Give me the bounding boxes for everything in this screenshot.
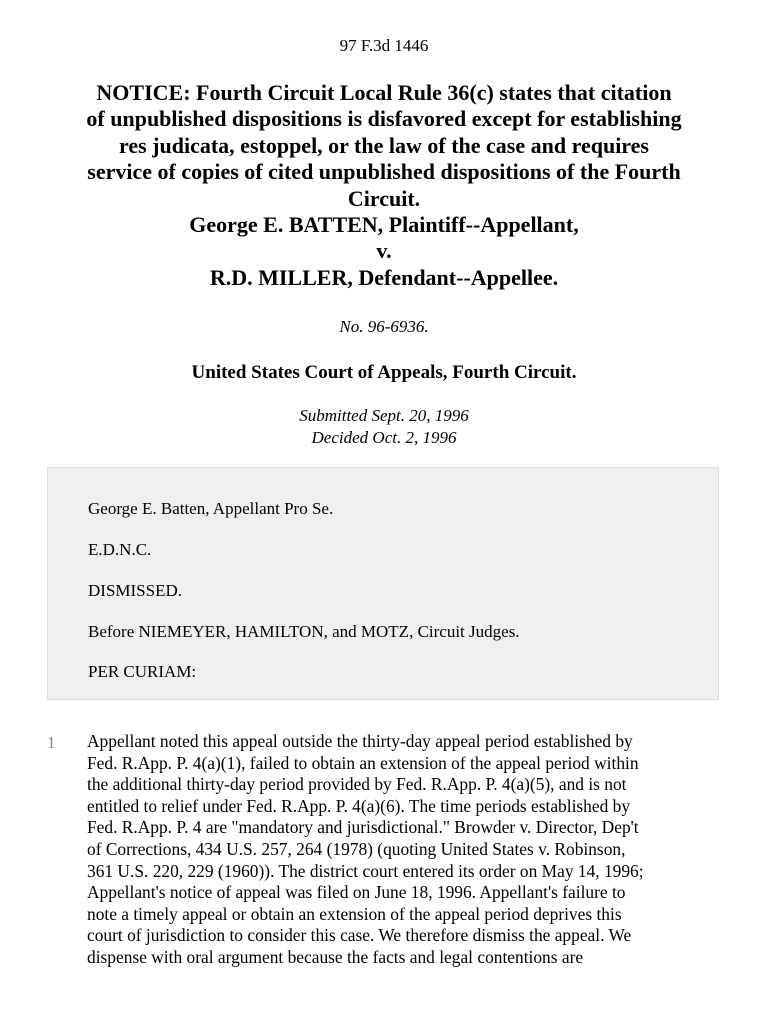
case-citation: 97 F.3d 1446 (339, 36, 429, 55)
notice-line: NOTICE: Fourth Circuit Local Rule 36(c) states that citation (96, 80, 672, 105)
disposition: DISMISSED. (88, 581, 182, 600)
court-name: United States Court of Appeals, Fourth Circuit. (191, 362, 577, 383)
opinion-line: Fed. R.App. P. 4(a)(1), failed to obtain an extension of the appeal period within (87, 752, 639, 773)
decided-date: Decided Oct. 2, 1996 (311, 428, 457, 447)
notice-line: of unpublished dispositions is disfavored except for establishing (86, 106, 682, 132)
opinion-line: Appellant noted this appeal outside the thirty-day appeal period established by (87, 731, 633, 751)
case-heading (40, 80, 728, 291)
opinion-paragraph (87, 731, 719, 969)
case-summary-box (47, 467, 719, 700)
opinion-line: court of jurisdiction to consider this case. We therefore dismiss the appeal. We (87, 925, 632, 946)
appellee-party: R.D. MILLER, Defendant--Appellee. (209, 264, 559, 290)
opinion-line: dispense with oral argument because the facts and legal contentions are (87, 946, 584, 967)
counsel-line: George E. Batten, Appellant Pro Se. (88, 499, 334, 518)
opinion-line: entitled to relief under Fed. R.App. P. 4(a)(6). The time periods established by (87, 795, 631, 816)
judges-line: Before NIEMEYER, HAMILTON, and MOTZ, Circuit Judges. (88, 622, 520, 641)
docket-number: No. 96-6936. (339, 317, 429, 336)
opinion-line: note a timely appeal or obtain an extension of the appeal period deprives this (87, 903, 622, 924)
lower-court: E.D.N.C. (88, 540, 152, 559)
paragraph-number: 1 (47, 733, 56, 752)
opinion-line: Fed. R.App. P. 4 are "mandatory and jurisdictional." Browder v. Director, Dep't (87, 817, 639, 838)
notice-line: res judicata, estoppel, or the law of the case and requires (118, 132, 649, 158)
submitted-date: Submitted Sept. 20, 1996 (299, 406, 469, 425)
opinion-line: 361 U.S. 220, 229 (1960)). The district court entered its order on May 14, 1996; (87, 860, 644, 881)
opinion-line: of Corrections, 434 U.S. 257, 264 (1978) (quoting United States v. Robinson, (87, 838, 626, 859)
opinion-line: Appellant's notice of appeal was filed on June 18, 1996. Appellant's failure to (87, 882, 626, 903)
opinion-line: the additional thirty-day period provided by Fed. R.App. P. 4(a)(5), and is not (87, 774, 627, 795)
versus: v. (376, 238, 392, 264)
case-dates (0, 405, 768, 449)
notice-line: Circuit. (347, 185, 421, 211)
notice-line: service of copies of cited unpublished dispositions of the Fourth (87, 159, 681, 185)
per-curiam: PER CURIAM: (88, 662, 197, 681)
appellant-party: George E. BATTEN, Plaintiff--Appellant, (189, 212, 579, 238)
